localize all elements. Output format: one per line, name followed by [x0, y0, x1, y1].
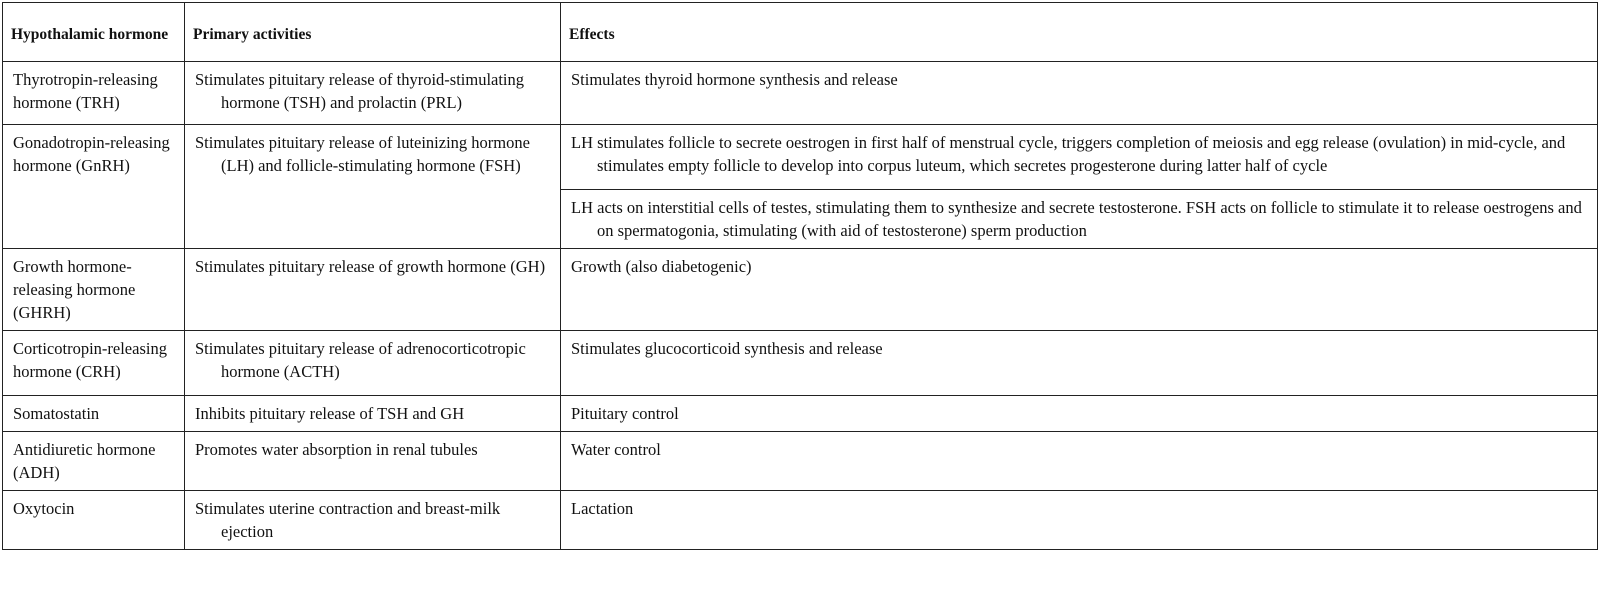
table-row [3, 432, 1598, 491]
hormone-name: Thyrotropin-releasing hormone (TRH) [13, 70, 158, 112]
hormone-name: Corticotropin-releasing hormone (CRH) [13, 339, 167, 381]
hormone-cell [3, 62, 185, 125]
hormone-name: Gonadotropin-releasing hormone (GnRH) [13, 133, 170, 175]
hormone-cell [3, 331, 185, 396]
hormone-name: Oxytocin [13, 499, 75, 518]
effects-cell [561, 62, 1598, 125]
table-body [3, 62, 1598, 550]
effects-cell [561, 249, 1598, 331]
table-row [3, 249, 1598, 331]
activities-text: Promotes water absorption in renal tubules [195, 440, 478, 459]
activities-text: Stimulates pituitary release of thyroid-stimulating hormone (TSH) and prolactin (PRL) [195, 70, 525, 112]
effects-cell [561, 432, 1598, 491]
hormone-cell [3, 491, 185, 550]
effects-text: Lactation [571, 499, 634, 518]
activities-text: Stimulates pituitary release of growth hormone (GH) [195, 257, 546, 276]
effects-text: Stimulates glucocorticoid synthesis and release [571, 339, 883, 358]
table-row [3, 331, 1598, 396]
hormone-cell [3, 125, 185, 249]
activities-text: Stimulates pituitary release of adrenocorticotropic hormone (ACTH) [195, 339, 526, 381]
activities-cell [185, 331, 561, 396]
activities-cell [185, 396, 561, 432]
hormone-name: Growth hormone-releasing hormone (GHRH) [13, 257, 136, 322]
activities-text: Inhibits pituitary release of TSH and GH [195, 404, 465, 423]
hormone-cell [3, 249, 185, 331]
table-row [3, 125, 1598, 190]
header-effects: Effects [561, 3, 1598, 62]
hormone-cell [3, 432, 185, 491]
hypothalamic-hormones-table [2, 2, 1598, 550]
table-header [3, 3, 1598, 62]
activities-cell [185, 491, 561, 550]
effects-cell [561, 331, 1598, 396]
header-row [3, 3, 1598, 62]
activities-text: Stimulates uterine contraction and breast-milk ejection [195, 499, 501, 541]
activities-cell [185, 249, 561, 331]
activities-cell [185, 62, 561, 125]
effects-text: Water control [571, 440, 661, 459]
hormone-name: Somatostatin [13, 404, 100, 423]
header-activities: Primary activities [185, 3, 561, 62]
effects-cell [561, 125, 1598, 190]
table-row [3, 62, 1598, 125]
hormone-cell [3, 396, 185, 432]
effects-cell [561, 396, 1598, 432]
effects-text: Growth (also diabetogenic) [571, 257, 752, 276]
hormone-name: Antidiuretic hormone (ADH) [13, 440, 156, 482]
header-hormone: Hypothalamic hormone [3, 3, 185, 62]
effects-cell [561, 190, 1598, 249]
effects-text: Stimulates thyroid hormone synthesis and release [571, 70, 898, 89]
table-row [3, 396, 1598, 432]
effects-text: Pituitary control [571, 404, 679, 423]
activities-text: Stimulates pituitary release of luteinizing hormone (LH) and follicle-stimulating hormone (FSH) [195, 133, 530, 175]
effects-text: LH stimulates follicle to secrete oestrogen in first half of menstrual cycle, triggers completion of meiosis and egg release (ovulation) in mid-cycle, and stimulates empty follicle to develop into corpus luteum, which secretes progesterone during latter half of cycle [571, 133, 1566, 175]
effects-cell [561, 491, 1598, 550]
activities-cell [185, 125, 561, 249]
activities-cell [185, 432, 561, 491]
table-row [3, 491, 1598, 550]
effects-text: LH acts on interstitial cells of testes, stimulating them to synthesize and secrete testosterone. FSH acts on follicle to stimulate it to release oestrogens and on spermatogonia, stimulating (with aid of testosterone) sperm production [571, 198, 1582, 240]
